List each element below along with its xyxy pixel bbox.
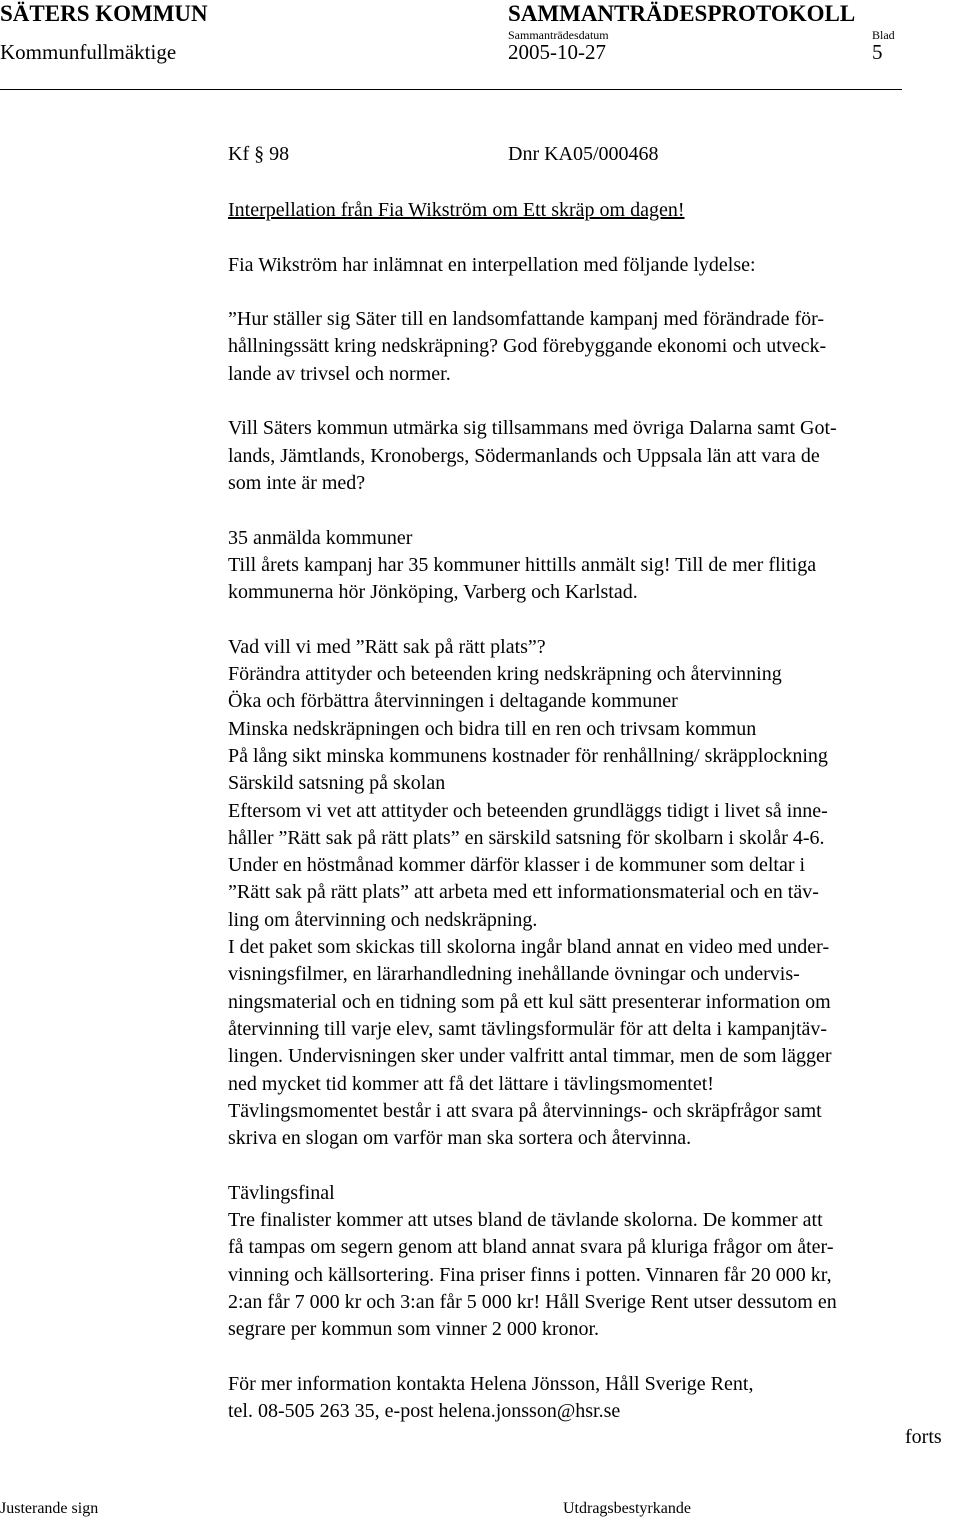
paragraph-line: ling om återvinning och nedskräpning. xyxy=(228,908,538,931)
case-number: Kf § 98 xyxy=(228,143,290,165)
spacer xyxy=(228,388,954,415)
paragraph-line: Fia Wikström har inlämnat en interpellation med följande lydelse: xyxy=(228,253,756,276)
meeting-body: Kommunfullmäktige xyxy=(0,40,177,64)
case-title: Interpellation från Fia Wikström om Ett skräp om dagen! xyxy=(228,199,685,221)
page-number: 5 xyxy=(872,40,883,64)
paragraph-line: Till årets kampanj har 35 kommuner hittills anmält sig! Till de mer flitiga xyxy=(228,553,817,576)
section-heading: Vad vill vi med ”Rätt sak på rätt plats”? xyxy=(228,635,546,658)
paragraph-line: håller ”Rätt sak på rätt plats” en särskild satsning för skolbarn i skolår 4-6. xyxy=(228,826,825,849)
paragraph-line: I det paket som skickas till skolorna ingår bland annat en video med under- xyxy=(228,936,830,959)
paragraph-line: Eftersom vi vet att attityder och beteenden grundläggs tidigt i livet så inne- xyxy=(228,799,828,822)
paragraph-line: segrare per kommun som vinner 2 000 kronor. xyxy=(228,1318,600,1341)
paragraph-line: ”Rätt sak på rätt plats” att arbeta med ett informationsmaterial och en täv- xyxy=(228,881,819,904)
footer-extract-certification: Utdragsbestyrkande xyxy=(563,1500,691,1517)
paragraph-line: kommunerna hör Jönköping, Varberg och Karlstad. xyxy=(228,581,638,604)
paragraph-line: Öka och förbättra återvinningen i deltagande kommuner xyxy=(228,690,678,713)
paragraph-line: ningsmaterial och en tidning som på ett kul sätt presenterar information om xyxy=(228,990,831,1013)
paragraph-line: visningsfilmer, en lärarhandledning inehållande övningar och undervis- xyxy=(228,963,800,986)
date-label: Sammanträdesdatum xyxy=(508,28,609,42)
page-label: Blad xyxy=(872,28,895,42)
document-body xyxy=(228,197,954,1425)
footer-adjuster-signature: Justerande sign xyxy=(0,1500,99,1517)
paragraph-line: lands, Jämtlands, Kronobergs, Södermanlands och Uppsala län att vara de xyxy=(228,444,820,467)
section-heading: Tävlingsfinal xyxy=(228,1181,335,1204)
paragraph-line: Tävlingsmomentet består i att svara på återvinnings- och skräpfrågor samt xyxy=(228,1099,822,1122)
section-heading: 35 anmälda kommuner xyxy=(228,526,413,549)
spacer xyxy=(228,1152,954,1179)
paragraph-line: Minska nedskräpningen och bidra till en ren och trivsam kommun xyxy=(228,717,757,740)
paragraph-line: tel. 08-505 263 35, e-post helena.jonsson@hsr.se xyxy=(228,1400,621,1423)
paragraph-line: Förändra attityder och beteenden kring nedskräpning och återvinning xyxy=(228,663,782,686)
paragraph-line: ned mycket tid kommer att få det lättare i tävlingsmomentet! xyxy=(228,1072,714,1095)
paragraph-line: För mer information kontakta Helena Jönsson, Håll Sverige Rent, xyxy=(228,1372,754,1395)
paragraph-line: som inte är med? xyxy=(228,471,366,494)
paragraph-line: återvinning till varje elev, samt tävlingsformulär för att delta i kampanjtäv- xyxy=(228,1017,828,1040)
document-type: SAMMANTRÄDESPROTOKOLL xyxy=(508,1,856,26)
paragraph-line: lingen. Undervisningen sker under valfritt antal timmar, men de som lägger xyxy=(228,1045,832,1068)
paragraph-line: Tre finalister kommer att utses bland de tävlande skolorna. De kommer att xyxy=(228,1208,823,1231)
spacer xyxy=(228,497,954,524)
paragraph-line: ”Hur ställer sig Säter till en landsomfattande kampanj med förändrade för- xyxy=(228,308,825,331)
case-dnr: Dnr KA05/000468 xyxy=(508,143,659,165)
paragraph-line: få tampas om segern genom att bland annat svara på kluriga frågor om åter- xyxy=(228,1236,834,1259)
paragraph-line: vinning och källsortering. Fina priser finns i potten. Vinnaren får 20 000 kr, xyxy=(228,1263,832,1286)
spacer xyxy=(228,279,954,306)
paragraph-line: Vill Säters kommun utmärka sig tillsammans med övriga Dalarna samt Got- xyxy=(228,417,837,440)
paragraph-line: Under en höstmånad kommer därför klasser i de kommuner som deltar i xyxy=(228,854,806,877)
spacer xyxy=(228,606,954,633)
spacer xyxy=(228,224,954,251)
paragraph-line: hållningssätt kring nedskräpning? God förebyggande ekonomi och utveck- xyxy=(228,335,827,358)
meeting-date: 2005-10-27 xyxy=(508,40,606,64)
section-heading: Särskild satsning på skolan xyxy=(228,772,446,795)
paragraph-line: På lång sikt minska kommunens kostnader för renhållning/ skräpplockning xyxy=(228,744,828,767)
header-divider xyxy=(0,89,902,90)
paragraph-line: 2:an får 7 000 kr och 3:an får 5 000 kr! Håll Sverige Rent utser dessutom en xyxy=(228,1290,837,1313)
paragraph-line: lande av trivsel och normer. xyxy=(228,362,451,385)
paragraph-line: skriva en slogan om varför man ska sortera och återvinna. xyxy=(228,1127,692,1150)
spacer xyxy=(228,1343,954,1370)
continuation-note: forts xyxy=(905,1426,942,1448)
municipality-name: SÄTERS KOMMUN xyxy=(0,1,208,26)
